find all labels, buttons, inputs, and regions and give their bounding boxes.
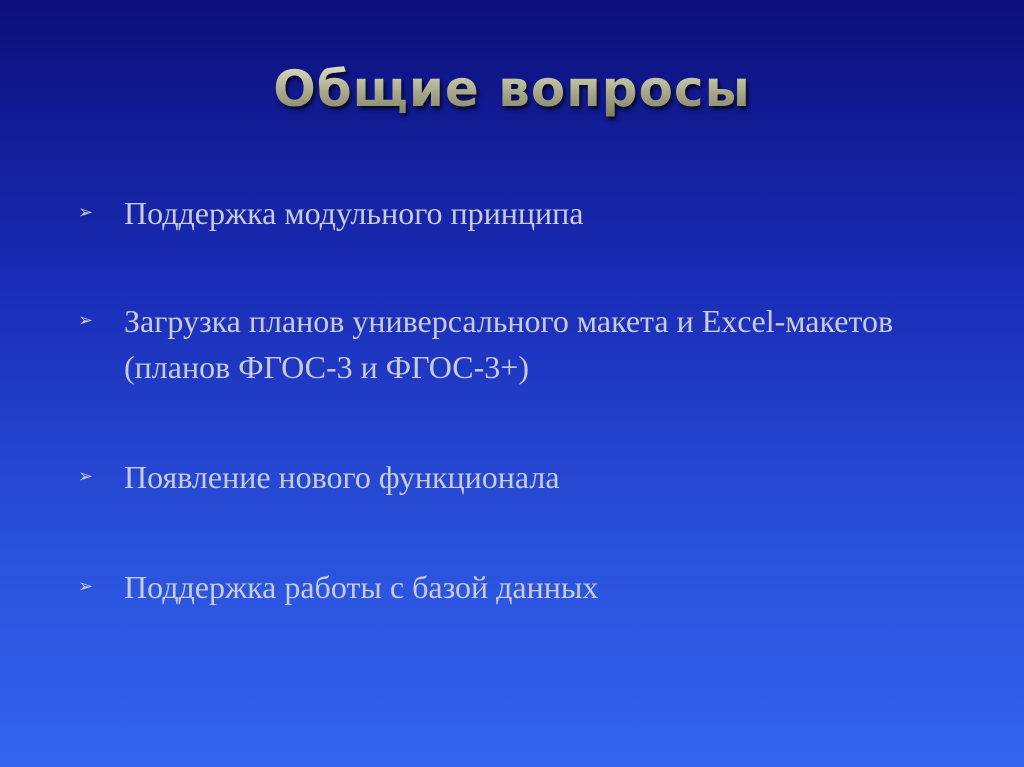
arrow-bullet-icon: ➢ <box>78 310 94 331</box>
bullet-item <box>78 190 978 236</box>
arrow-bullet-icon: ➢ <box>78 576 94 597</box>
arrow-bullet-icon: ➢ <box>78 202 94 223</box>
bullet-item <box>78 454 978 500</box>
bullet-item <box>78 564 978 610</box>
bullet-text: Поддержка модульного принципа <box>124 195 584 231</box>
bullet-item <box>78 298 978 390</box>
bullet-text: Появление нового функционала <box>124 459 560 495</box>
arrow-bullet-icon: ➢ <box>78 466 94 487</box>
bullet-text: Поддержка работы с базой данных <box>124 569 599 605</box>
slide-title: Общие вопросы <box>0 60 1024 118</box>
bullet-text: Загрузка планов универсального макета и Excel-макетов (планов ФГОС-3 и ФГОС-3+) <box>124 303 894 385</box>
bullet-list <box>78 190 978 610</box>
